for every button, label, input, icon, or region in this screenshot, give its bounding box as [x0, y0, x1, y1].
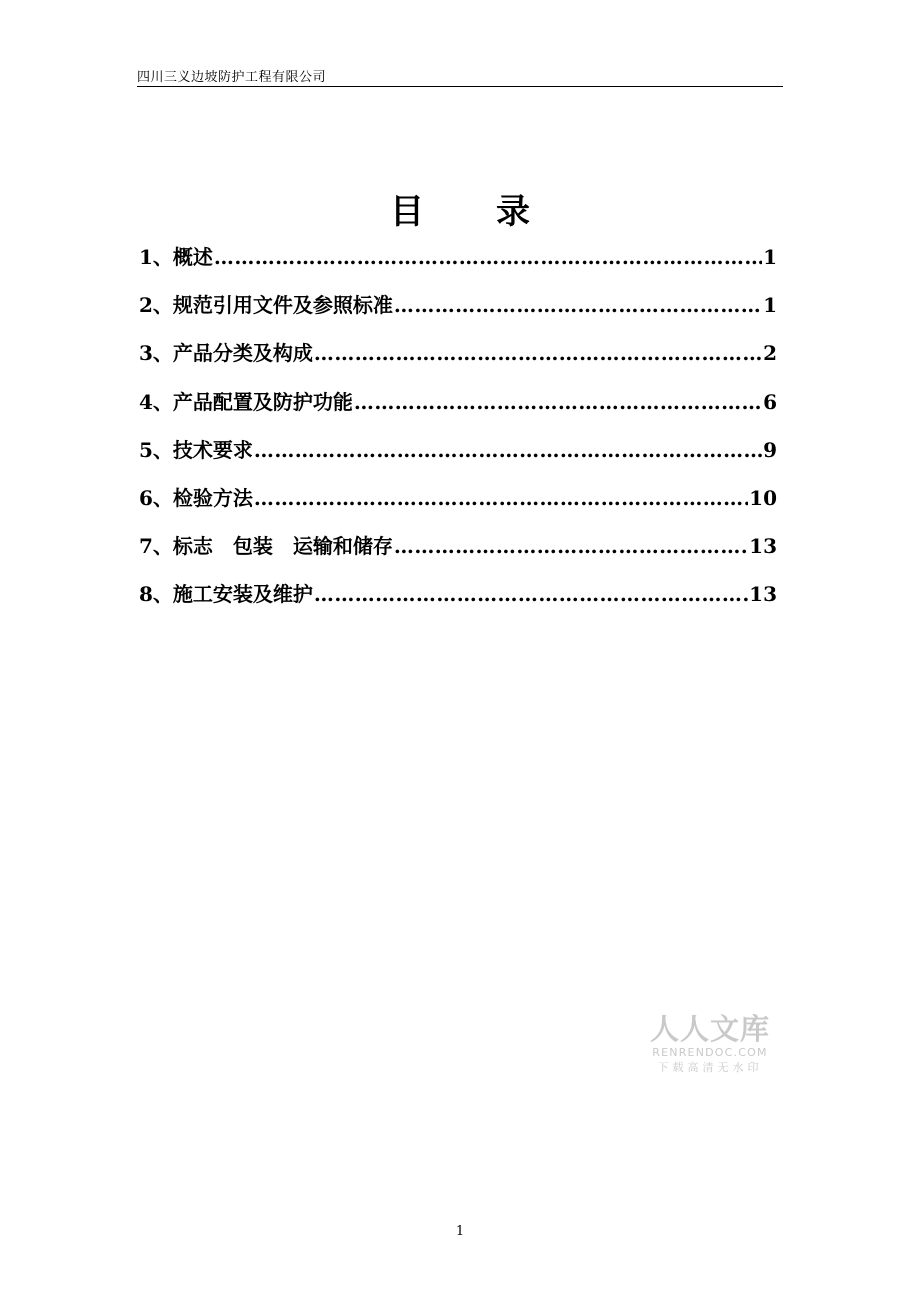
toc-entry-number: 2 — [139, 293, 153, 318]
toc-entry-page: 1 — [763, 245, 777, 269]
toc-entry-page: 13 — [749, 582, 777, 607]
watermark-logo — [645, 1012, 775, 1076]
toc-entry-number: 5 — [139, 437, 153, 462]
toc-entry-number: 7 — [139, 534, 153, 559]
toc-title-part2: 录 — [496, 192, 530, 232]
toc-leader-dots — [214, 240, 762, 274]
toc-entry-label: 检验方法 — [172, 485, 253, 510]
toc-leader-dots — [254, 433, 762, 467]
toc-entry-label: 规范引用文件及参照标准 — [172, 293, 393, 318]
toc-entry-number: 4 — [139, 389, 153, 414]
toc-entry-page: 1 — [763, 293, 777, 318]
toc-entry-label: 施工安装及维护 — [172, 582, 313, 607]
toc-leader-dots — [254, 481, 748, 515]
table-of-contents — [139, 240, 777, 626]
toc-leader-dots — [354, 385, 762, 419]
toc-entry-separator: 、 — [152, 341, 173, 366]
toc-entry-label: 产品分类及构成 — [172, 341, 313, 366]
toc-entry[interactable] — [139, 336, 777, 384]
watermark-tagline: 下载高清无水印 — [657, 1061, 763, 1074]
toc-entry-label: 技术要求 — [172, 437, 253, 462]
toc-entry-separator: 、 — [152, 293, 173, 318]
toc-entry[interactable] — [139, 577, 777, 625]
toc-entry-page: 10 — [749, 485, 777, 510]
toc-entry-separator: 、 — [152, 485, 173, 510]
watermark-brand: 人人文库 — [649, 1012, 770, 1046]
toc-entry-label: 产品配置及防护功能 — [172, 389, 353, 414]
toc-leader-dots — [314, 336, 762, 370]
toc-entry[interactable] — [139, 481, 777, 529]
toc-entry-separator: 、 — [152, 534, 173, 559]
toc-title-part1: 目 — [390, 192, 424, 232]
toc-entry-separator: 、 — [152, 437, 173, 462]
toc-entry-label: 标志 包装 运输和储存 — [172, 534, 393, 559]
toc-title — [0, 184, 920, 233]
watermark-url: RENRENDOC.COM — [652, 1046, 768, 1059]
toc-entry-label: 概述 — [172, 245, 213, 269]
toc-entry-separator: 、 — [152, 582, 173, 607]
toc-entry-page: 2 — [763, 341, 777, 366]
toc-entry-number: 8 — [139, 582, 153, 607]
toc-entry-number: 6 — [139, 485, 153, 510]
page-number: 1 — [455, 1224, 465, 1239]
toc-entry[interactable] — [139, 385, 777, 433]
toc-entry[interactable] — [139, 288, 777, 336]
toc-entry-separator: 、 — [152, 245, 173, 269]
toc-leader-dots — [394, 529, 748, 563]
toc-leader-dots — [394, 288, 762, 322]
page-header — [137, 64, 783, 87]
toc-entry-separator: 、 — [152, 389, 173, 414]
toc-entry-number: 3 — [139, 341, 153, 366]
toc-entry-number: 1 — [139, 245, 153, 269]
toc-entry-page: 13 — [749, 534, 777, 559]
toc-entry-page: 6 — [763, 389, 777, 414]
toc-entry-page: 9 — [763, 437, 777, 462]
company-name: 四川三义边坡防护工程有限公司 — [137, 70, 327, 85]
toc-entry[interactable] — [139, 240, 777, 288]
toc-entry[interactable] — [139, 529, 777, 577]
toc-entry[interactable] — [139, 433, 777, 481]
toc-leader-dots — [314, 577, 748, 611]
